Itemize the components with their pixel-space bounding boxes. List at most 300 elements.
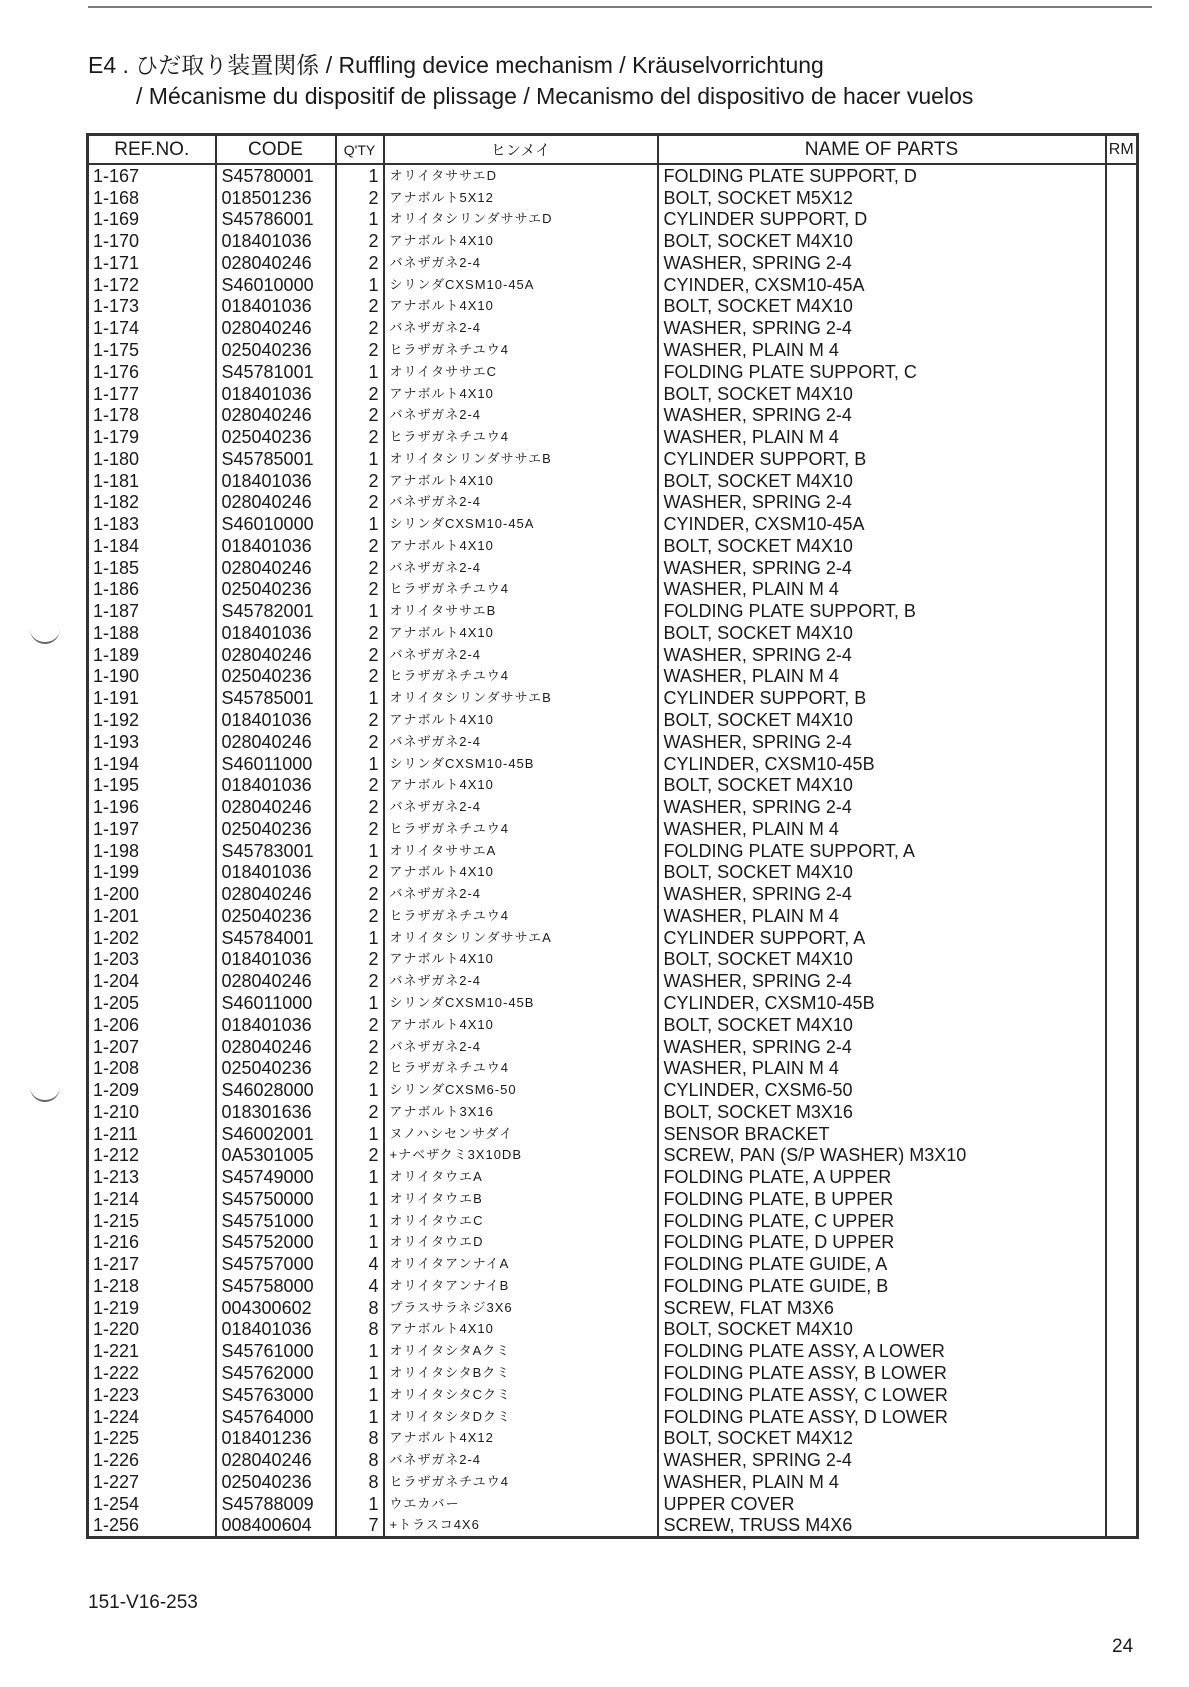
rm-cell (1106, 622, 1138, 644)
table-row (88, 557, 1138, 579)
table-row (88, 731, 1138, 753)
code-cell: 018401036 (216, 383, 336, 405)
table-row (88, 1014, 1138, 1036)
ref-cell: 1-187 (93, 601, 140, 622)
table-row (88, 970, 1138, 992)
japanese-name-cell: バネザガネ2-4 (384, 252, 658, 274)
ref-cell: 1-211 (93, 1123, 138, 1144)
japanese-name-cell: アナボルト4X10 (384, 774, 658, 796)
ref-cell: 1-192 (93, 710, 140, 731)
qty-cell: 2 (336, 339, 384, 361)
qty-cell: 1 (336, 1210, 384, 1232)
ref-cell: 1-179 (93, 427, 140, 448)
ref-cell: 1-215 (93, 1210, 140, 1231)
japanese-name-cell: バネザガネ2-4 (384, 491, 658, 513)
code-cell: S45786001 (216, 209, 336, 231)
ref-cell: 1-173 (93, 296, 140, 317)
code-cell: 025040236 (216, 818, 336, 840)
ref-cell: 1-209 (93, 1080, 140, 1101)
japanese-name-cell: ヒラザガネチユウ4 (384, 1057, 658, 1079)
code-cell: 025040236 (216, 339, 336, 361)
qty-cell: 2 (336, 970, 384, 992)
code-cell: S45751000 (216, 1210, 336, 1232)
code-cell: S45784001 (216, 927, 336, 949)
rm-cell (1106, 404, 1138, 426)
ref-cell: 1-214 (93, 1188, 140, 1209)
ref-cell: 1-206 (93, 1014, 140, 1035)
ref-cell: 1-204 (93, 971, 140, 992)
qty-cell: 1 (336, 1123, 384, 1145)
japanese-name-cell: バネザガネ2-4 (384, 731, 658, 753)
code-cell: 028040246 (216, 883, 336, 905)
ref-cell: 1-186 (93, 579, 140, 600)
japanese-name-cell: シリンダCXSM10-45A (384, 274, 658, 296)
code-cell: 018501236 (216, 187, 336, 209)
japanese-name-cell: シリンダCXSM10-45A (384, 513, 658, 535)
part-name-cell: FOLDING PLATE GUIDE, B (658, 1275, 1106, 1297)
rm-cell (1106, 1514, 1138, 1537)
code-cell: 028040246 (216, 317, 336, 339)
ref-cell: 1-188 (93, 622, 140, 643)
part-name-cell: BOLT, SOCKET M4X10 (658, 383, 1106, 405)
qty-cell: 8 (336, 1297, 384, 1319)
ref-cell: 1-194 (93, 753, 140, 774)
code-cell: 028040246 (216, 970, 336, 992)
part-name-cell: BOLT, SOCKET M4X10 (658, 230, 1106, 252)
page-number: 24 (1112, 1636, 1134, 1657)
ref-cell: 1-170 (93, 231, 140, 252)
table-row (88, 426, 1138, 448)
part-name-cell: BOLT, SOCKET M4X10 (658, 535, 1106, 557)
qty-cell: 2 (336, 1057, 384, 1079)
code-cell: 018301636 (216, 1101, 336, 1123)
code-cell: 018401036 (216, 1319, 336, 1341)
japanese-name-cell: オリイタウエC (384, 1210, 658, 1232)
ref-cell: 1-180 (93, 448, 140, 469)
part-name-cell: CYLINDER, CXSM10-45B (658, 753, 1106, 775)
table-row (88, 1514, 1138, 1537)
rm-cell (1106, 252, 1138, 274)
table-row (88, 1123, 1138, 1145)
code-cell: 018401036 (216, 470, 336, 492)
code-cell: 028040246 (216, 796, 336, 818)
part-name-cell: WASHER, PLAIN M 4 (658, 818, 1106, 840)
table-row (88, 666, 1138, 688)
qty-cell: 2 (336, 404, 384, 426)
part-name-cell: BOLT, SOCKET M4X10 (658, 1014, 1106, 1036)
table-row (88, 753, 1138, 775)
table-row (88, 927, 1138, 949)
col-header-ref: REF.NO. (88, 135, 216, 165)
qty-cell: 1 (336, 1362, 384, 1384)
rm-cell (1106, 1101, 1138, 1123)
japanese-name-cell: オリイタシタCクミ (384, 1384, 658, 1406)
part-name-cell: SENSOR BRACKET (658, 1123, 1106, 1145)
table-row (88, 905, 1138, 927)
qty-cell: 1 (336, 927, 384, 949)
rm-cell (1106, 209, 1138, 231)
japanese-name-cell: ウエカバー (384, 1493, 658, 1515)
code-cell: S45785001 (216, 687, 336, 709)
rm-cell (1106, 1319, 1138, 1341)
table-row (88, 1188, 1138, 1210)
part-name-cell: CYINDER, CXSM10-45A (658, 274, 1106, 296)
table-row (88, 1144, 1138, 1166)
part-name-cell: CYLINDER SUPPORT, A (658, 927, 1106, 949)
table-row (88, 187, 1138, 209)
ref-cell: 1-227 (93, 1471, 140, 1492)
part-name-cell: WASHER, SPRING 2-4 (658, 557, 1106, 579)
ref-cell: 1-212 (93, 1145, 140, 1166)
table-row (88, 687, 1138, 709)
qty-cell: 1 (336, 274, 384, 296)
part-name-cell: BOLT, SOCKET M4X10 (658, 1319, 1106, 1341)
part-name-cell: FOLDING PLATE ASSY, A LOWER (658, 1340, 1106, 1362)
qty-cell: 2 (336, 230, 384, 252)
part-name-cell: WASHER, PLAIN M 4 (658, 339, 1106, 361)
japanese-name-cell: バネザガネ2-4 (384, 317, 658, 339)
part-name-cell: BOLT, SOCKET M5X12 (658, 187, 1106, 209)
table-header-row (88, 135, 1138, 165)
rm-cell (1106, 383, 1138, 405)
ref-cell: 1-169 (93, 209, 140, 230)
japanese-name-cell: バネザガネ2-4 (384, 557, 658, 579)
rm-cell (1106, 1406, 1138, 1428)
table-row (88, 1057, 1138, 1079)
qty-cell: 8 (336, 1319, 384, 1341)
code-cell: S46010000 (216, 513, 336, 535)
japanese-name-cell: オリイタササエB (384, 600, 658, 622)
table-row (88, 339, 1138, 361)
table-row (88, 1210, 1138, 1232)
code-cell: 018401036 (216, 535, 336, 557)
ref-cell: 1-222 (93, 1362, 140, 1383)
table-row (88, 535, 1138, 557)
table-row (88, 992, 1138, 1014)
qty-cell: 1 (336, 840, 384, 862)
part-name-cell: CYLINDER, CXSM6-50 (658, 1079, 1106, 1101)
rm-cell (1106, 470, 1138, 492)
qty-cell: 1 (336, 1079, 384, 1101)
ref-cell: 1-199 (93, 862, 140, 883)
qty-cell: 2 (336, 731, 384, 753)
rm-cell (1106, 949, 1138, 971)
japanese-name-cell: アナボルト4X10 (384, 1014, 658, 1036)
part-name-cell: WASHER, SPRING 2-4 (658, 252, 1106, 274)
japanese-name-cell: オリイタアンナイA (384, 1253, 658, 1275)
qty-cell: 4 (336, 1253, 384, 1275)
japanese-name-cell: アナボルト4X10 (384, 709, 658, 731)
rm-cell (1106, 1144, 1138, 1166)
ref-cell: 1-190 (93, 666, 140, 687)
rm-cell (1106, 1014, 1138, 1036)
qty-cell: 2 (336, 557, 384, 579)
table-row (88, 840, 1138, 862)
ref-cell: 1-202 (93, 927, 140, 948)
japanese-name-cell: バネザガネ2-4 (384, 404, 658, 426)
binder-hole-mark (30, 1070, 60, 1102)
japanese-name-cell: オリイタシリンダササエD (384, 209, 658, 231)
japanese-name-cell: ヒラザガネチユウ4 (384, 905, 658, 927)
qty-cell: 2 (336, 535, 384, 557)
rm-cell (1106, 970, 1138, 992)
qty-cell: 8 (336, 1449, 384, 1471)
code-cell: S46011000 (216, 753, 336, 775)
japanese-name-cell: ヒラザガネチユウ4 (384, 579, 658, 601)
table-row (88, 361, 1138, 383)
qty-cell: 2 (336, 579, 384, 601)
rm-cell (1106, 1297, 1138, 1319)
qty-cell: 7 (336, 1514, 384, 1537)
part-name-cell: FOLDING PLATE, C UPPER (658, 1210, 1106, 1232)
ref-cell: 1-218 (93, 1275, 140, 1296)
table-row (88, 774, 1138, 796)
qty-cell: 1 (336, 361, 384, 383)
japanese-name-cell: シリンダCXSM6-50 (384, 1079, 658, 1101)
code-cell: 025040236 (216, 666, 336, 688)
code-cell: S45781001 (216, 361, 336, 383)
qty-cell: 2 (336, 644, 384, 666)
part-name-cell: FOLDING PLATE ASSY, B LOWER (658, 1362, 1106, 1384)
part-name-cell: BOLT, SOCKET M4X10 (658, 862, 1106, 884)
code-cell: 018401036 (216, 230, 336, 252)
code-cell: S46002001 (216, 1123, 336, 1145)
rm-cell (1106, 644, 1138, 666)
qty-cell: 1 (336, 209, 384, 231)
part-name-cell: FOLDING PLATE, A UPPER (658, 1166, 1106, 1188)
part-name-cell: SCREW, PAN (S/P WASHER) M3X10 (658, 1144, 1106, 1166)
part-name-cell: WASHER, SPRING 2-4 (658, 883, 1106, 905)
qty-cell: 2 (336, 383, 384, 405)
table-row (88, 1493, 1138, 1515)
qty-cell: 2 (336, 491, 384, 513)
rm-cell (1106, 1340, 1138, 1362)
code-cell: 028040246 (216, 252, 336, 274)
ref-cell: 1-198 (93, 840, 140, 861)
code-cell: S45783001 (216, 840, 336, 862)
ref-cell: 1-167 (93, 165, 140, 186)
japanese-name-cell: オリイタアンナイB (384, 1275, 658, 1297)
part-name-cell: FOLDING PLATE ASSY, C LOWER (658, 1384, 1106, 1406)
ref-cell: 1-177 (93, 383, 140, 404)
qty-cell: 1 (336, 600, 384, 622)
table-row (88, 1297, 1138, 1319)
qty-cell: 1 (336, 687, 384, 709)
parts-table (86, 133, 1139, 1539)
japanese-name-cell: バネザガネ2-4 (384, 796, 658, 818)
japanese-name-cell: アナボルト3X16 (384, 1101, 658, 1123)
qty-cell: 1 (336, 1188, 384, 1210)
qty-cell: 1 (336, 1406, 384, 1428)
ref-cell: 1-172 (93, 274, 140, 295)
col-header-name-of-parts: NAME OF PARTS (658, 135, 1106, 165)
part-name-cell: WASHER, PLAIN M 4 (658, 1057, 1106, 1079)
code-cell: 028040246 (216, 404, 336, 426)
japanese-name-cell: プラスサラネジ3X6 (384, 1297, 658, 1319)
table-row (88, 883, 1138, 905)
ref-cell: 1-224 (93, 1406, 140, 1427)
qty-cell: 2 (336, 187, 384, 209)
rm-cell (1106, 1057, 1138, 1079)
japanese-name-cell: シリンダCXSM10-45B (384, 992, 658, 1014)
rm-cell (1106, 1493, 1138, 1515)
japanese-name-cell: オリイタササエD (384, 164, 658, 187)
rm-cell (1106, 1275, 1138, 1297)
table-row (88, 296, 1138, 318)
page-title (88, 50, 1148, 112)
table-row (88, 1471, 1138, 1493)
rm-cell (1106, 1471, 1138, 1493)
japanese-name-cell: アナボルト4X10 (384, 230, 658, 252)
japanese-name-cell: アナボルト4X10 (384, 535, 658, 557)
part-name-cell: WASHER, PLAIN M 4 (658, 426, 1106, 448)
code-cell: S45752000 (216, 1232, 336, 1254)
table-row (88, 796, 1138, 818)
part-name-cell: SCREW, TRUSS M4X6 (658, 1514, 1106, 1537)
part-name-cell: FOLDING PLATE SUPPORT, A (658, 840, 1106, 862)
ref-cell: 1-205 (93, 992, 140, 1013)
table-row (88, 404, 1138, 426)
rm-cell (1106, 535, 1138, 557)
table-row (88, 230, 1138, 252)
qty-cell: 2 (336, 905, 384, 927)
table-row (88, 579, 1138, 601)
part-name-cell: WASHER, SPRING 2-4 (658, 491, 1106, 513)
col-header-rm: RM (1106, 135, 1138, 165)
ref-cell: 1-185 (93, 557, 140, 578)
table-row (88, 317, 1138, 339)
table-row (88, 491, 1138, 513)
japanese-name-cell: オリイタササエC (384, 361, 658, 383)
rm-cell (1106, 1449, 1138, 1471)
part-name-cell: FOLDING PLATE SUPPORT, D (658, 164, 1106, 187)
qty-cell: 1 (336, 1384, 384, 1406)
qty-cell: 2 (336, 883, 384, 905)
japanese-name-cell: アナボルト4X10 (384, 1319, 658, 1341)
rm-cell (1106, 818, 1138, 840)
table-row (88, 1384, 1138, 1406)
qty-cell: 2 (336, 862, 384, 884)
table-row (88, 1319, 1138, 1341)
part-name-cell: WASHER, SPRING 2-4 (658, 644, 1106, 666)
table-row (88, 209, 1138, 231)
japanese-name-cell: バネザガネ2-4 (384, 1449, 658, 1471)
part-name-cell: BOLT, SOCKET M4X12 (658, 1427, 1106, 1449)
part-name-cell: WASHER, PLAIN M 4 (658, 905, 1106, 927)
part-name-cell: CYLINDER SUPPORT, D (658, 209, 1106, 231)
ref-cell: 1-171 (93, 252, 140, 273)
rm-cell (1106, 491, 1138, 513)
ref-cell: 1-217 (93, 1254, 140, 1275)
table-row (88, 470, 1138, 492)
table-row (88, 513, 1138, 535)
part-name-cell: BOLT, SOCKET M4X10 (658, 296, 1106, 318)
rm-cell (1106, 709, 1138, 731)
japanese-name-cell: +ナベザクミ3X10DB (384, 1144, 658, 1166)
table-row (88, 252, 1138, 274)
qty-cell: 2 (336, 796, 384, 818)
rm-cell (1106, 557, 1138, 579)
part-name-cell: WASHER, SPRING 2-4 (658, 317, 1106, 339)
japanese-name-cell: オリイタシタAクミ (384, 1340, 658, 1362)
ref-cell: 1-256 (93, 1515, 140, 1536)
part-name-cell: FOLDING PLATE SUPPORT, B (658, 600, 1106, 622)
ref-cell: 1-201 (93, 905, 140, 926)
ref-cell: 1-195 (93, 775, 140, 796)
part-name-cell: WASHER, SPRING 2-4 (658, 404, 1106, 426)
rm-cell (1106, 448, 1138, 470)
japanese-name-cell: オリイタシリンダササエB (384, 687, 658, 709)
rm-cell (1106, 1362, 1138, 1384)
part-name-cell: FOLDING PLATE, B UPPER (658, 1188, 1106, 1210)
rm-cell (1106, 274, 1138, 296)
part-name-cell: WASHER, SPRING 2-4 (658, 796, 1106, 818)
japanese-name-cell: ヌノハシセンサダイ (384, 1123, 658, 1145)
rm-cell (1106, 883, 1138, 905)
rm-cell (1106, 579, 1138, 601)
ref-cell: 1-254 (93, 1493, 140, 1514)
code-cell: S45749000 (216, 1166, 336, 1188)
qty-cell: 1 (336, 753, 384, 775)
code-cell: 028040246 (216, 491, 336, 513)
code-cell: 018401036 (216, 774, 336, 796)
japanese-name-cell: オリイタシリンダササエB (384, 448, 658, 470)
qty-cell: 2 (336, 709, 384, 731)
table-row (88, 709, 1138, 731)
table-row (88, 1406, 1138, 1428)
japanese-name-cell: アナボルト4X10 (384, 862, 658, 884)
qty-cell: 2 (336, 666, 384, 688)
part-name-cell: BOLT, SOCKET M4X10 (658, 622, 1106, 644)
code-cell: 025040236 (216, 905, 336, 927)
japanese-name-cell: ヒラザガネチユウ4 (384, 339, 658, 361)
qty-cell: 1 (336, 1340, 384, 1362)
code-cell: 028040246 (216, 557, 336, 579)
code-cell: S46011000 (216, 992, 336, 1014)
japanese-name-cell: ヒラザガネチユウ4 (384, 1471, 658, 1493)
ref-cell: 1-191 (93, 688, 140, 709)
ref-cell: 1-183 (93, 514, 140, 535)
code-cell: S45763000 (216, 1384, 336, 1406)
code-cell: 018401036 (216, 1014, 336, 1036)
rm-cell (1106, 927, 1138, 949)
part-name-cell: CYINDER, CXSM10-45A (658, 513, 1106, 535)
code-cell: 004300602 (216, 1297, 336, 1319)
ref-cell: 1-168 (93, 187, 140, 208)
ref-cell: 1-216 (93, 1232, 140, 1253)
table-row (88, 1232, 1138, 1254)
rm-cell (1106, 1210, 1138, 1232)
qty-cell: 2 (336, 470, 384, 492)
code-cell: 018401036 (216, 862, 336, 884)
rm-cell (1106, 666, 1138, 688)
japanese-name-cell: バネザガネ2-4 (384, 883, 658, 905)
japanese-name-cell: アナボルト4X10 (384, 470, 658, 492)
part-name-cell: WASHER, PLAIN M 4 (658, 666, 1106, 688)
japanese-name-cell: アナボルト4X10 (384, 622, 658, 644)
rm-cell (1106, 1036, 1138, 1058)
japanese-name-cell: オリイタシタBクミ (384, 1362, 658, 1384)
table-row (88, 1340, 1138, 1362)
rm-cell (1106, 862, 1138, 884)
top-rule (88, 6, 1152, 8)
japanese-name-cell: オリイタウエD (384, 1232, 658, 1254)
rm-cell (1106, 1079, 1138, 1101)
japanese-name-cell: アナボルト5X12 (384, 187, 658, 209)
table-row (88, 448, 1138, 470)
rm-cell (1106, 1188, 1138, 1210)
table-row (88, 600, 1138, 622)
